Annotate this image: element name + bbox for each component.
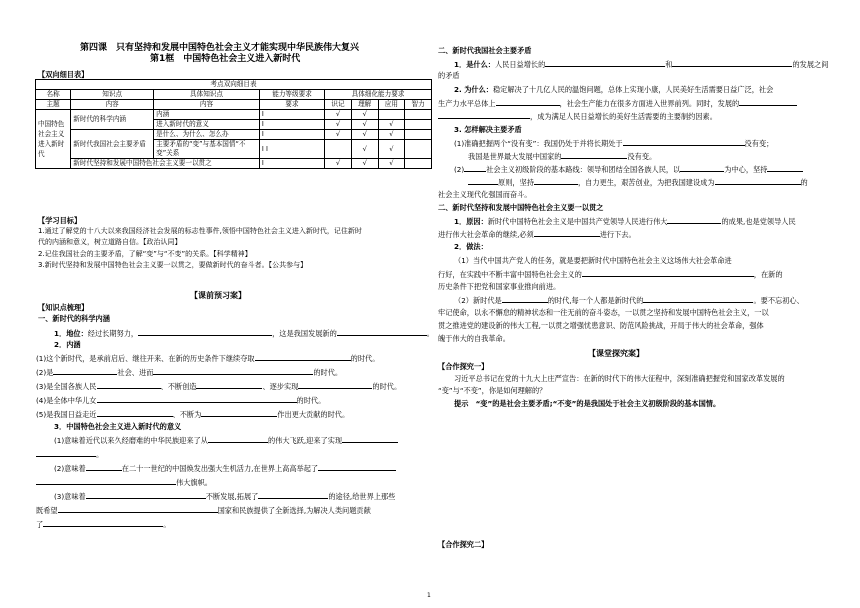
fill-line: (1)这个新时代，是承前启后、继往开来、在新的历史条件下继续夺取 的时代。: [36, 354, 380, 363]
table-row: 主要矛盾的“变”与基本国情“不变”关系 I I √ √: [36, 140, 432, 159]
goal-line: 2.记住我国社会的主要矛盾，了解“变”与“不变”的关系。【科学精神】: [38, 250, 252, 258]
fill-line: 行好，在实践中不断丰富中国特色社会主义的 ，在新的: [438, 270, 783, 279]
fill-line: (3)意味着 不断发展,拓展了 的途径,给世界上那些: [54, 492, 396, 501]
table-caption: 考点双向细目表: [36, 80, 432, 90]
fill-line: (1)准确把握两个“没有变”：我国仍处于并将长期处于 没有变；: [454, 139, 774, 148]
part-two-heading: 二、新时代我国社会主要矛盾: [438, 46, 532, 55]
explore-two-heading: 【合作探究二】: [438, 540, 489, 549]
topic-cell: 中国特色社会主义进入新时代: [36, 110, 71, 169]
fill-line: (5)是我国日益走近 、不断为 作出更大贡献的时代。: [36, 410, 350, 419]
fill-line: (3)是全国各族人民 、不断创造 、逐步实现 的时代。: [36, 382, 402, 391]
page-number: 1: [427, 592, 431, 599]
section-title: 第1框 中国特色社会主义进入新时代: [150, 54, 301, 64]
fill-line: 原则，坚持 ，自力更生，艰苦创业，为把我国建设成为 的: [468, 177, 808, 187]
fill-line: （2）新时代是 的时代,每一个人都是新时代的 。要不忘初心、: [454, 296, 804, 305]
fill-line: 了 。: [36, 520, 171, 529]
fill-line: (2)意味着 在二十一世纪的中国焕发出强大生机活力,在世界上高高举起了: [54, 463, 396, 473]
fill-line: 伟大旗帜。: [36, 477, 212, 487]
table-heading: 【双向细目表】: [38, 70, 89, 79]
table-row: 新时代我国社会主要矛盾 是什么、为什么、怎么办 I √ √ √: [36, 130, 432, 140]
fill-line: 我国是世界最大发展中国家的 没有变。: [468, 152, 657, 161]
goal-line: 3.新时代坚持和发展中国特色社会主义要一以贯之，要做新时代的奋斗者。【公共参与】: [38, 261, 308, 269]
fill-line: 1．是什么：人民日益增长的 和 的发展之间: [454, 60, 829, 69]
fill-line: (4)是全体中华儿女 的时代。: [36, 396, 326, 405]
document-page: 第四课 只有坚持和发展中国特色社会主义才能实现中华民族伟大复兴 第1框 中国特色社会主义进入新时代 【双向细目表】 考点双向细目表 名称 知识点 具体知识点 能力等级要求 具体细化能力要求 主题 内容 内容 要求 识记 理解 应用 智力 中国特色社会主义进入新时代 新时代的科学内涵 内涵 I √ √ 进入新时代的意义 I √ √ √ 新时代我国社会主要矛盾 是什么、为什么、怎么办 I √ √ √ 主要矛盾的“变”与基本国情“不变”关系 I I √ √ 新时代坚持和发展中国特色社会主义要一以贯之 I √ √ √ 【学习目标】 1.通过了解党的十八大以来我国经济社会发展的标志性事件,领悟中国特色社会主义进入新时代，记住新时 代的内涵和意义，树立道路自信。【政治认同】 2.记住我国社会的主要矛盾，了解“变”与“不变”的关系。【科学精神】 3.新时代坚持和发展中国特色社会主义要一以贯之，要做新时代的奋斗者。【公共参与】 【课前预习案】 【知识点梳理】 一、新时代的科学内涵 1．地位：经过长期努力， ，这是我国发展新的 。 2．内涵 (1)这个新时代，是承前启后、继往开来、在新的历史条件下继续夺取 的时代。 (2)是 社会、进而 的时代。 (3)是全国各族人民 、不断创造 、逐步实现 的时代。 (4)是全体中华儿女 的时代。 (5)是我国日益走近 、不断为 作出更大贡献的时代。 3．中国特色社会主义进入新时代的意义 (1)意味着近代以来久经磨难的中华民族迎来了从 的伟大飞跃,迎来了实现 。 (2)意味着 在二十一世纪的中国焕发出强大生机活力,在世界上高高举起了 伟大旗帜。 (3)意味着 不断发展,拓展了 的途径,给世界上那些 既希望 国家和民族提供了全新选择,为解决人类问题贡献 了 。 二、新时代我国社会主要矛盾 1．是什么：人民日益增长的 和 的发展之间 的矛盾 2. 为什么：稳定解决了十几亿人民的温饱问题，总体上实现小康，人民美好生活需要日益广泛，社会 生产力水平总体上 ，社会生产能力在很多方面进入世界前列。同时，发展的 ，成为满足人民日益增长的美好生活需要的主要制约因素。 3. 怎样解决主要矛盾 (1)准确把握两个“没有变”：我国仍处于并将长期处于 没有变； 我国是世界最大发展中国家的 没有变。 (2) 社会主义初级阶段的基本路线：领导和团结全国各族人民，以 为中心，坚持 原则，坚持 ，自力更生，艰苦创业，为把我国建设成为 的 社会主义现代化强国而奋斗。 二、新时代坚持和发展中国特色社会主义要一以贯之 1．原因：新时代中国特色社会主义是中国共产党领导人民进行伟大 的成果,也是党领导人民 进行伟大社会革命的继续,必须 进行下去。 2．做法： （1）当代中国共产党人的任务，就是要把新时代中国特色社会主义这场伟大社会革命进 行好，在实践中不断丰富中国特色社会主义的 ，在新的 历史条件下把党和国家事业推向前进。 （2）新时代是 的时代,每一个人都是新时代的 。要不忘初心、 牢记使命，以永不懈怠的精神状态和一往无前的奋斗姿态，一以贯之坚持和发展中国特色社会主义，一以 贯之推进党的建设新的伟大工程,一以贯之增强忧患意识、防范风险挑战，开局于伟大的社会革命，强体 魄于伟大的自我革命。 【课堂探究案】 【合作探究一】 习近平总书记在党的十九大上庄严宣告：在新的时代下的伟大征程中，深刻准确把握党和国家改革发展的 “变”与“不变”，你是如何理解的？ 提示 “变”的是社会主要矛盾;“不变”的是我国处于社会主义初级阶段的基本国情。 【合作探究二】 1: [36, 43, 829, 599]
lesson-title: 第四课 只有坚持和发展中国特色社会主义才能实现中华民族伟大复兴: [80, 43, 360, 53]
fill-line: 进行伟大社会革命的继续,必须 进行下去。: [438, 230, 636, 239]
explore-one-heading: 【合作探究一】: [438, 362, 489, 371]
fill-line: 。: [36, 449, 103, 459]
fill-line: (2) 社会主义初级阶段的基本路线：领导和团结全国各族人民，以 为中心，坚持: [454, 164, 803, 174]
table-row: 进入新时代的意义 I √ √ √: [36, 120, 432, 130]
goal-line: 1.通过了解党的十八大以来我国经济社会发展的标志性事件,领悟中国特色社会主义进入新时代，记住新时: [38, 227, 362, 235]
goals-heading: 【学习目标】: [38, 216, 82, 225]
table-row: 中国特色社会主义进入新时代 新时代的科学内涵 内涵 I √ √: [36, 110, 432, 120]
knowledge-heading: 【知识点梳理】: [38, 303, 89, 312]
class-heading: 【课堂探究案】: [588, 349, 644, 358]
detail-table: 考点双向细目表 名称 知识点 具体知识点 能力等级要求 具体细化能力要求 主题 内容 内容 要求 识记 理解 应用 智力 中国特色社会主义进入新时代 新时代的科学内涵 内涵 I √ √ 进入新时代的意义 I √ √ √ 新时代我国社会主要矛盾 是什么、为什么、怎么办 I √ √ √ 主要矛盾的“变”与基本国情“不变”关系 I I √ √ 新时代坚持和发展中国特色社会主义要一以贯之 I √ √ √: [35, 79, 432, 169]
goal-line: 代的内涵和意义，树立道路自信。【政治认同】: [38, 238, 182, 246]
part-three-heading: 二、新时代坚持和发展中国特色社会主义要一以贯之: [438, 203, 604, 212]
fill-line: (2)是 社会、进而 的时代。: [36, 368, 343, 377]
fill-line: 既希望 国家和民族提供了全新选择,为解决人类问题贡献: [36, 506, 371, 515]
fill-line: 2. 为什么：稳定解决了十几亿人民的温饱问题，总体上实现小康，人民美好生活需要日益广泛，社会: [454, 85, 774, 94]
fill-line: 生产力水平总体上 ，社会生产能力在很多方面进入世界前列。同时，发展的: [438, 98, 797, 108]
status-line: 1．地位：经过长期努力， ，这是我国发展新的 。: [54, 329, 434, 338]
part-one-heading: 一、新时代的科学内涵: [38, 314, 110, 323]
table-row: 新时代坚持和发展中国特色社会主义要一以贯之 I √ √ √: [36, 159, 432, 169]
hint-text: 提示 “变”的是社会主要矛盾;“不变”的是我国处于社会主义初级阶段的基本国情。: [454, 399, 721, 408]
preview-heading: 【课前预习案】: [190, 291, 246, 300]
fill-line: 1．原因：新时代中国特色社会主义是中国共产党领导人民进行伟大 的成果,也是党领导人民: [454, 217, 796, 226]
fill-line: (1)意味着近代以来久经磨难的中华民族迎来了从 的伟大飞跃,迎来了实现: [54, 435, 398, 445]
fill-line: ，成为满足人民日益增长的美好生活需要的主要制约因素。: [438, 111, 717, 121]
